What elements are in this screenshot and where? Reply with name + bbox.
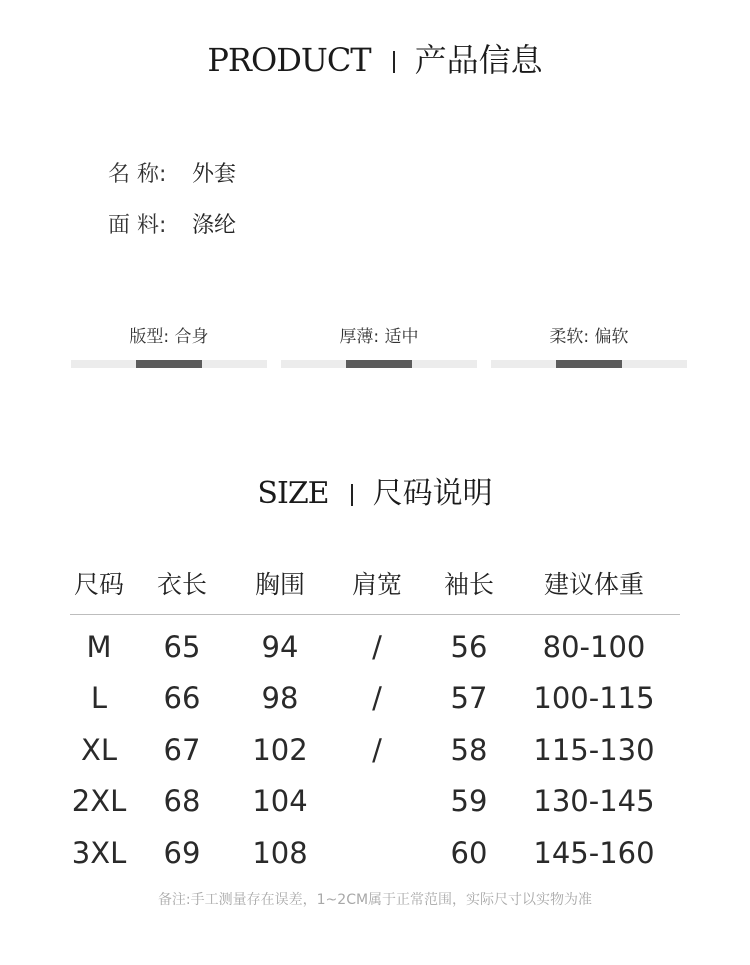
scale-fit-label: 版型: 合身 xyxy=(129,327,209,347)
product-heading xyxy=(0,40,750,80)
info-row-fabric xyxy=(108,211,236,241)
scale-softness-label: 柔软: 偏软 xyxy=(549,327,629,347)
header-bust: 胸围 xyxy=(236,556,324,615)
cell-bust: 108 xyxy=(252,835,308,870)
cell-shoulder xyxy=(324,776,430,828)
table-row xyxy=(70,827,680,879)
cell-shoulder: / xyxy=(372,629,382,664)
name-value: 外套 xyxy=(192,162,237,187)
cell-size: M xyxy=(86,629,112,664)
cell-length: 66 xyxy=(163,681,201,716)
cell-sleeve: 57 xyxy=(450,681,488,716)
cell-length: 65 xyxy=(163,629,201,664)
scale-fit-track xyxy=(71,360,267,368)
name-label: 名 称: xyxy=(108,162,167,187)
cell-sleeve: 58 xyxy=(450,732,488,767)
cell-weight: 145-160 xyxy=(533,835,655,870)
heading-divider xyxy=(351,484,353,506)
cell-weight: 80-100 xyxy=(542,629,646,664)
cell-sleeve: 56 xyxy=(450,629,488,664)
cell-shoulder: / xyxy=(372,732,382,767)
cell-bust: 102 xyxy=(252,732,308,767)
header-size: 尺码 xyxy=(70,556,128,615)
cell-size: 3XL xyxy=(71,835,127,870)
cell-size: L xyxy=(90,681,108,716)
heading-divider xyxy=(393,51,395,73)
scale-fit xyxy=(71,324,267,368)
header-weight: 建议体重 xyxy=(508,556,680,615)
size-heading xyxy=(0,474,750,514)
scale-softness-track xyxy=(491,360,687,368)
scale-thickness-indicator xyxy=(346,360,412,368)
cell-bust: 104 xyxy=(252,784,308,819)
cell-size: 2XL xyxy=(71,784,127,819)
header-shoulder: 肩宽 xyxy=(324,556,430,615)
table-row xyxy=(70,776,680,828)
table-row xyxy=(70,724,680,776)
cell-length: 67 xyxy=(163,732,201,767)
scale-softness-indicator xyxy=(556,360,622,368)
header-sleeve: 袖长 xyxy=(430,556,508,615)
size-table xyxy=(70,556,680,879)
header-length: 衣长 xyxy=(128,556,236,615)
footnote: 备注:手工测量存在误差，1~2CM属于正常范围，实际尺寸以实物为准 xyxy=(157,892,593,908)
cell-weight: 115-130 xyxy=(533,732,655,767)
cell-sleeve: 59 xyxy=(450,784,488,819)
scale-thickness-track xyxy=(281,360,477,368)
cell-length: 69 xyxy=(163,835,201,870)
size-heading-en: SIZE xyxy=(257,476,329,511)
scale-thickness xyxy=(281,324,477,368)
table-row xyxy=(70,615,680,673)
fabric-label: 面 料: xyxy=(108,213,167,238)
fabric-value: 涤纶 xyxy=(192,213,237,238)
cell-bust: 94 xyxy=(261,629,299,664)
cell-shoulder: / xyxy=(372,681,382,716)
info-row-name xyxy=(108,160,236,190)
scale-fit-indicator xyxy=(136,360,202,368)
size-table-header-row xyxy=(70,556,680,615)
cell-weight: 130-145 xyxy=(533,784,655,819)
cell-weight: 100-115 xyxy=(533,681,655,716)
scale-thickness-label: 厚薄: 适中 xyxy=(339,327,419,347)
cell-shoulder xyxy=(324,827,430,879)
cell-size: XL xyxy=(80,732,118,767)
size-heading-cn: 尺码说明 xyxy=(372,476,493,511)
cell-bust: 98 xyxy=(261,681,299,716)
cell-sleeve: 60 xyxy=(450,835,488,870)
cell-length: 68 xyxy=(163,784,201,819)
table-row xyxy=(70,673,680,725)
product-heading-en: PRODUCT xyxy=(207,41,371,79)
scale-softness xyxy=(491,324,687,368)
product-heading-cn: 产品信息 xyxy=(414,41,543,79)
